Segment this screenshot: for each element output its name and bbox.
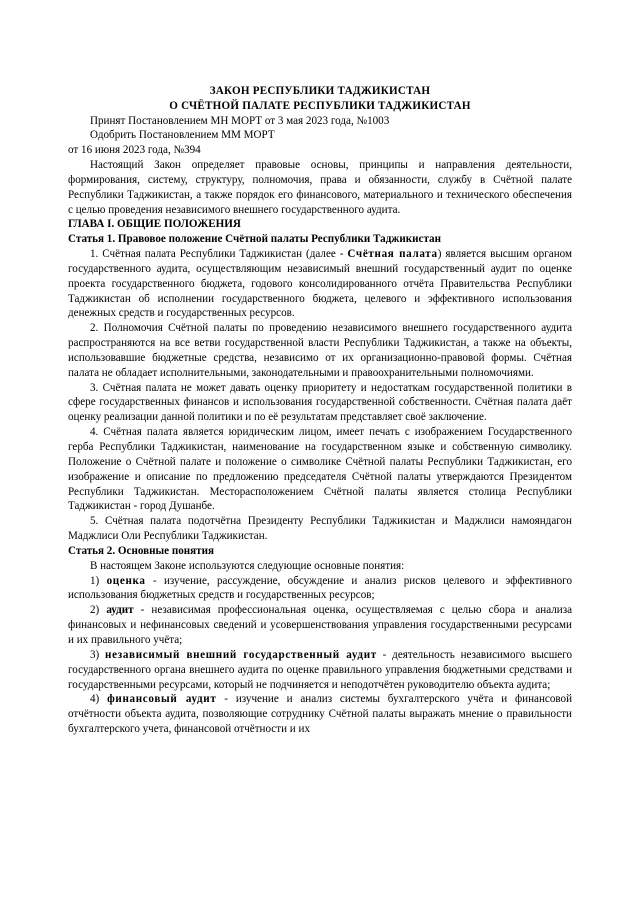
article-1-clause-1 <box>68 247 572 321</box>
definition-3-term: независимый внешний государственный аудит <box>105 648 377 661</box>
definition-2-number: 2) <box>90 604 107 617</box>
definition-2-text: - независимая профессиональная оценка, осуществляемая с целью сбора и анализа финансовых и нефинансовых сведений и усовершенствования управления государственными ресурсами и их правильного учёта; <box>68 604 573 646</box>
definition-item-1 <box>68 574 572 604</box>
document-title-line-2: О СЧЁТНОЙ ПАЛАТЕ РЕСПУБЛИКИ ТАДЖИКИСТАН <box>169 99 471 112</box>
term-accounts-chamber: Счётная палата <box>347 248 438 261</box>
clause-1-text-before: 1. Счётная палата Республики Таджикистан (далее - <box>90 248 348 261</box>
definition-1-term: оценка <box>106 574 146 587</box>
article-1-clause-5: 5. Счётная палата подотчётна Президенту Республики Таджикистан и Маджлиси намояндагон Маджлиси Оли Республики Таджикистан. <box>68 515 572 543</box>
chapter-heading: ГЛАВА I. ОБЩИЕ ПОЛОЖЕНИЯ <box>68 218 241 231</box>
definition-item-4 <box>68 692 572 737</box>
definition-2-term: аудит <box>106 604 134 617</box>
definition-4-term: финансовый аудит <box>107 693 217 706</box>
definition-item-2 <box>68 603 572 648</box>
clause-1-text-after: ) является высшим органом государственного аудита, осуществляющим независимый внешний государственный аудит по оценке проекта государственного бюджета, годового консолидированного отчёта Правительства Республики Таджикистан об исполнении государственного бюджета, целевого и эффективного использования денежных средств и государственных ресурсов. <box>68 248 572 320</box>
document-text-body <box>68 84 572 737</box>
definition-item-3 <box>68 648 572 693</box>
definition-4-text: - изучение и анализ системы бухгалтерского учёта и финансовой отчётности объекта аудита, позволяющие сотруднику Счётной палаты выражать мнение о правильности бухгалтерского учета, финансовой отчётности и их <box>68 693 573 736</box>
definition-1-text: - изучение, рассуждение, обсуждение и анализ рисков целевого и эффективного использования бюджетных средств и государственных ресурсов; <box>68 574 573 602</box>
article-1-heading: Статья 1. Правовое положение Счётной палаты Республики Таджикистан <box>68 233 441 246</box>
article-1-clause-4: 4. Счётная палата является юридическим лицом, имеет печать с изображением Государственного герба Республики Таджикистан, наименование на государственном языке и собственную символику. Положение о Счётной палате и положение о символике Счётной палаты Республики Таджикистан, его изображение и описание по предложению председателя Счётной палаты утверждаются Президентом Республики Таджикистан. Месторасположением Счётной палаты является столица Республики Таджикистан - город Душанбе. <box>68 426 572 513</box>
definition-1-number: 1) <box>90 574 107 587</box>
article-1-clause-2: 2. Полномочия Счётной палаты по проведению независимого внешнего государственного аудита распространяются на все ветви государственной власти Республики Таджикистан, а также на объекты, использовавшие бюджетные средства, независимо от их организационно-правовой формы. Счётная палата не обладает исполнительными, законодательными и правоохранительными полномочиями. <box>68 322 572 379</box>
definition-3-text: - деятельность независимого высшего государственного органа внешнего аудита по оценке правильного управления бюджетными средствами и государственными ресурсами, который не подчиняется и неподотчётен руководителю объекта аудита; <box>68 648 573 691</box>
adoption-line-3: от 16 июня 2023 года, №394 <box>68 144 201 157</box>
document-title-line-1: ЗАКОН РЕСПУБЛИКИ ТАДЖИКИСТАН <box>209 85 431 97</box>
adoption-line-1: Принят Постановлением МН МОРТ от 3 мая 2023 года, №1003 <box>90 114 390 127</box>
article-2-heading: Статья 2. Основные понятия <box>68 544 215 557</box>
adoption-line-2: Одобрить Постановлением ММ МОРТ <box>90 129 275 142</box>
preamble-paragraph: Настоящий Закон определяет правовые основы, принципы и направления деятельности, формирования, систему, структуру, полномочия, права и обязанности, службу в Счётной палате Республики Таджикистан, а также порядок его финансового, материального и технического обеспечения с целью проведения независимого внешнего государственного аудита. <box>68 158 572 216</box>
article-2-intro: В настоящем Законе используются следующие основные понятия: <box>90 559 405 572</box>
article-1-clause-3: 3. Счётная палата не может давать оценку приоритету и недостаткам государственной политики в сфере государственных финансов и использования государственной собственности. Счётная палата даёт оценку реализации данной политики и по её результатам представляет своё заключение. <box>68 381 572 424</box>
definition-4-number: 4) <box>90 693 108 706</box>
definition-3-number: 3) <box>90 648 106 661</box>
